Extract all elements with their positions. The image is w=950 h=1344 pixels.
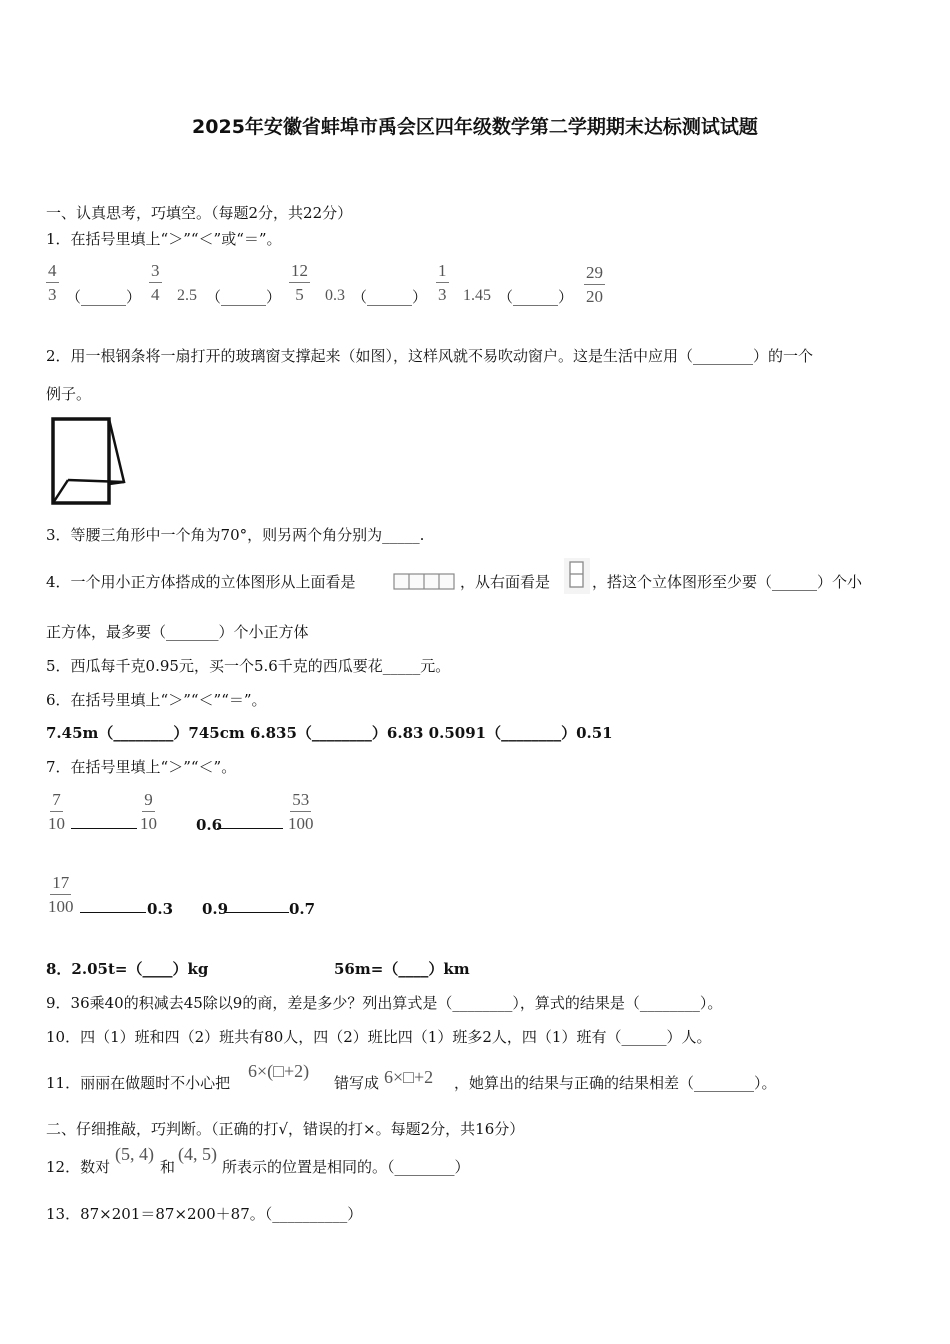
q11-expression-correct: 6×(□+2) xyxy=(248,1061,310,1081)
q1-fraction-1: $\frac{4}{3}$ xyxy=(48,261,57,304)
q12-pair-1: (5, 4) xyxy=(115,1144,154,1164)
q7-value-3: 0.9 xyxy=(202,900,229,918)
q7-value-4: 0.7 xyxy=(289,900,316,918)
question-4-part-a: 4．一个用小正方体搭成的立体图形从上面看是 xyxy=(46,573,356,591)
question-12-part-a: 12．数对 xyxy=(46,1158,111,1176)
question-12-part-b: 和 xyxy=(160,1158,176,1176)
q7-fraction-4: $\frac{17}{100}$ xyxy=(48,873,74,916)
right-view-icon xyxy=(564,558,590,594)
question-12-part-c: 所表示的位置是相同的。（________） xyxy=(222,1158,470,1176)
question-1-stem: 1．在括号里填上“＞”“＜”或“＝”。 xyxy=(46,230,282,248)
q1-fraction-5: $\frac{29}{20}$ xyxy=(586,263,603,306)
q1-value-2: 0.3 xyxy=(325,287,345,304)
question-9: 9．36乘40的积减去45除以9的商，差是多少？列出算式是（________），算式的结果是（________）。 xyxy=(46,994,723,1012)
q1-blank-2[interactable]: （______） xyxy=(206,288,282,306)
question-4-line-2: 正方体，最多要（_______）个小正方体 xyxy=(46,623,309,641)
q1-value-3: 1.45 xyxy=(463,287,491,304)
question-8-part-a: 8．2.05t=（____）kg xyxy=(46,960,209,978)
q7-value-2: 0.3 xyxy=(147,900,174,918)
page-title: 2025年安徽省蚌埠市禹会区四年级数学第二学期期末达标测试试题 xyxy=(192,116,758,138)
section-1-heading: 一、认真思考，巧填空。（每题2分，共22分） xyxy=(46,204,353,222)
q7-blank-2[interactable] xyxy=(217,814,283,829)
window-pane-edge xyxy=(109,419,124,484)
q1-fraction-2: $\frac{3}{4}$ xyxy=(151,261,160,304)
q7-blank-4[interactable] xyxy=(224,898,289,913)
section-2-heading: 二、仔细推敲，巧判断。（正确的打√，错误的打×。每题2分，共16分） xyxy=(46,1120,525,1138)
top-view-icon xyxy=(393,572,457,592)
window-bottom-edge xyxy=(68,480,124,482)
q7-blank-3[interactable] xyxy=(80,898,146,913)
question-11-part-c: ，她算出的结果与正确的结果相差（________）。 xyxy=(454,1074,777,1092)
q1-fraction-3: $\frac{12}{5}$ xyxy=(291,261,308,304)
q7-value-1: 0.6 xyxy=(196,816,223,834)
question-11-part-b: 错写成 xyxy=(334,1074,380,1092)
q7-fraction-1: $\frac{7}{10}$ xyxy=(48,790,65,833)
support-bar xyxy=(53,480,68,503)
question-2-line-2: 例子。 xyxy=(46,385,92,403)
question-7-stem: 7．在括号里填上“＞”“＜”。 xyxy=(46,758,237,776)
question-4-part-c: ，搭这个立体图形至少要（______）个小 xyxy=(592,573,863,591)
q7-blank-1[interactable] xyxy=(71,814,137,829)
q7-fraction-3: $\frac{53}{100}$ xyxy=(288,790,314,833)
question-8-part-b: 56m=（____）km xyxy=(334,960,470,978)
question-3: 3．等腰三角形中一个角为70°，则另两个角分别为_____. xyxy=(46,526,425,544)
question-5: 5．西瓜每千克0.95元，买一个5.6千克的西瓜要花_____元。 xyxy=(46,657,451,675)
question-11-part-a: 11．丽丽在做题时不小心把 xyxy=(46,1074,231,1092)
question-6-stem: 6．在括号里填上“＞”“＜”“＝”。 xyxy=(46,691,267,709)
q12-pair-2: (4, 5) xyxy=(178,1144,217,1164)
q1-blank-3[interactable]: （______） xyxy=(352,288,428,306)
q7-fraction-2: $\frac{9}{10}$ xyxy=(140,790,157,833)
window-prop-figure xyxy=(48,414,128,506)
q1-fraction-4: $\frac{1}{3}$ xyxy=(438,261,447,304)
question-10: 10．四（1）班和四（2）班共有80人，四（2）班比四（1）班多2人，四（1）班有（______）人。 xyxy=(46,1028,712,1046)
question-2-line-1: 2．用一根钢条将一扇打开的玻璃窗支撑起来（如图），这样风就不易吹动窗户。这是生活中应用（________）的一个 xyxy=(46,347,814,365)
q11-expression-wrong: 6×□+2 xyxy=(384,1067,434,1087)
question-13: 13．87×201＝87×200＋87。（__________） xyxy=(46,1205,363,1223)
question-4-part-b: ，从右面看是 xyxy=(460,573,551,591)
q1-blank-4[interactable]: （______） xyxy=(498,288,574,306)
question-6-comparisons: 7.45m（________）745cm 6.835（________）6.83 0.5091（________）0.51 xyxy=(46,724,613,742)
q1-value-1: 2.5 xyxy=(177,287,197,304)
q1-blank-1[interactable]: （______） xyxy=(66,288,142,306)
